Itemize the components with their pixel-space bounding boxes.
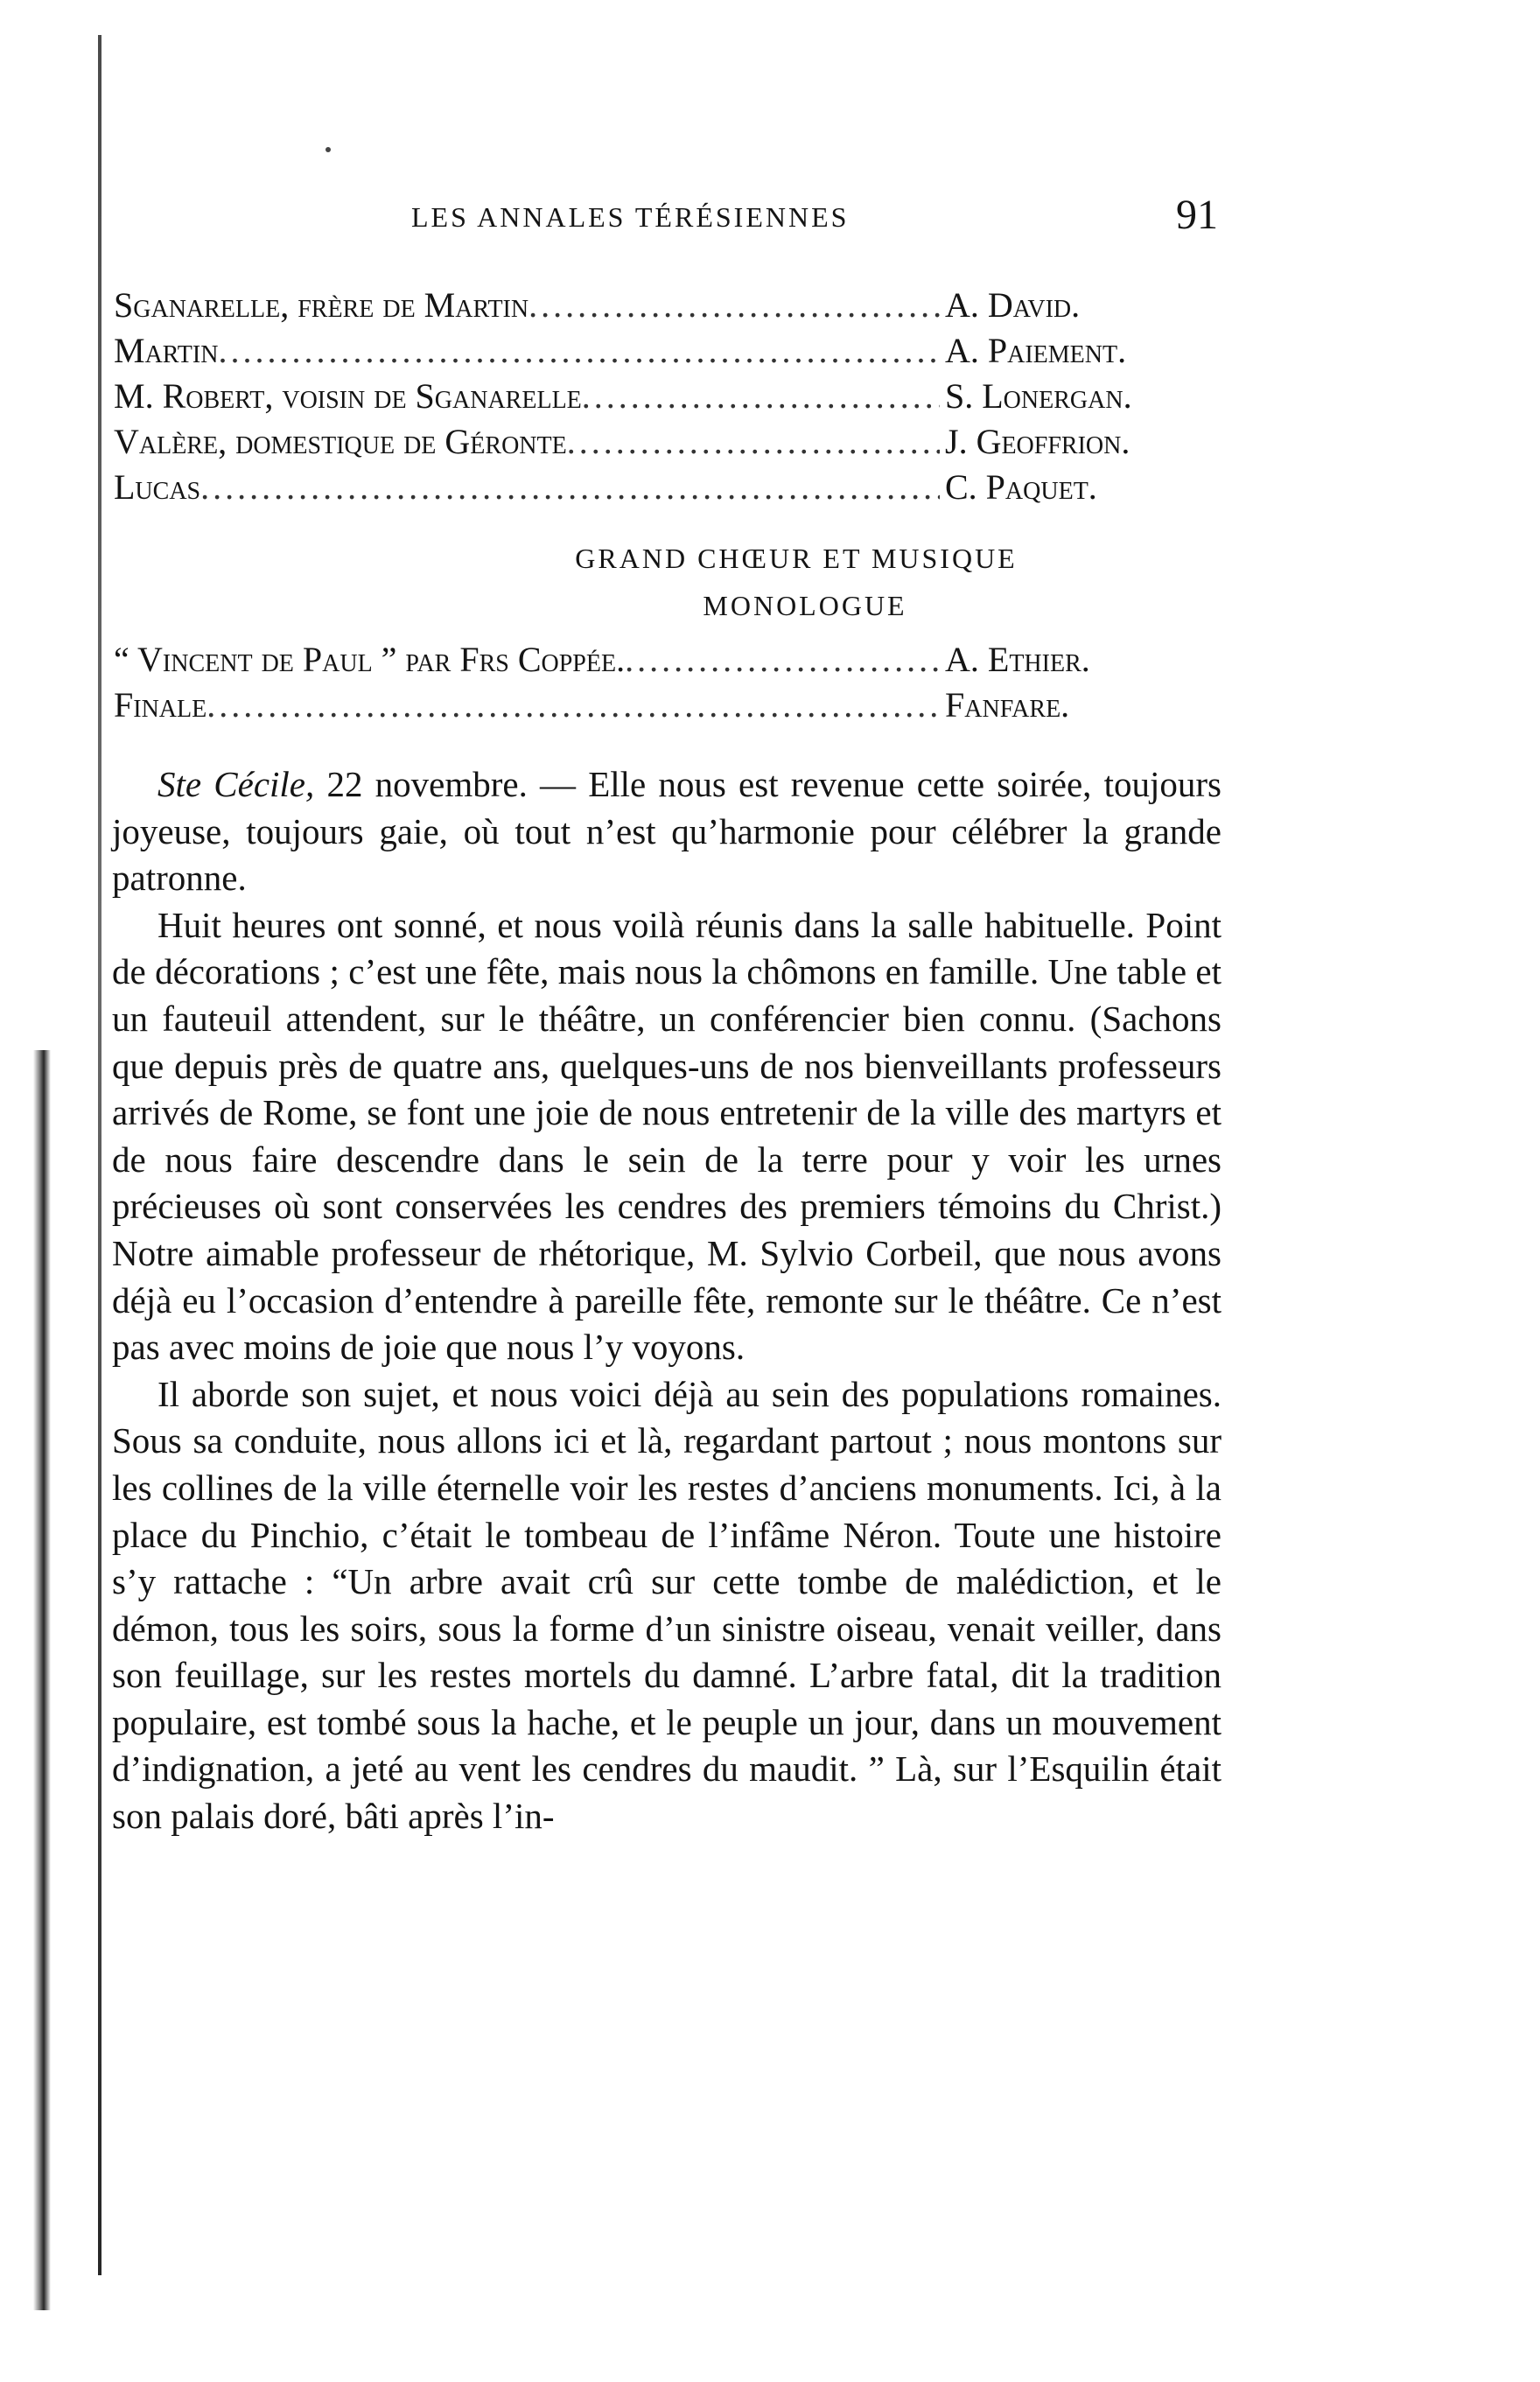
cast-row xyxy=(114,684,1216,730)
paper-speck xyxy=(326,147,331,152)
paragraph: Huit heures ont sonné, et nous voilà réunis dans la salle habituelle. Point de décorations ; c’est une fête, mais nous la chômons en famille. Une table et un fauteuil attendent, sur le théâtre, un conférencier bien connu. (Sachons que depuis près de quatre ans, quelques-uns de nos bienveillants professeurs arrivés de Rome, se font une joie de nous entretenir de la ville des martyrs et de nous faire descendre dans le sein de la terre pour y voir les urnes précieuses où sont conservées les cendres des premiers témoins du Christ.) Notre aimable professeur de rhétorique, M. Sylvio Corbeil, que nous avons déjà eu l’occasion d’entendre à pareille fête, remonte sur le théâtre. Ce n’est pas avec moins de joie que nous l’y voyons. xyxy=(112,904,1222,1368)
cast-role: Lucas xyxy=(114,467,201,507)
cast-row xyxy=(114,330,1216,375)
running-title: LES ANNALES TÉRÉSIENNES xyxy=(411,201,850,233)
body-text xyxy=(112,761,1222,1840)
cast-row xyxy=(114,421,1216,466)
paragraph-text: 22 novembre. — Elle nous est revenue cette soirée, toujours joyeuse, toujours gaie, où tout n’est qu’harmonie pour célébrer la grande patronne. xyxy=(112,764,1222,899)
leader-dots xyxy=(582,375,940,417)
program-list xyxy=(114,639,1216,730)
leader-dots xyxy=(528,284,940,326)
cast-row xyxy=(114,639,1216,684)
cast-actor: S. Lonergan. xyxy=(945,376,1132,416)
cast-actor: A. Paiement. xyxy=(945,331,1127,370)
paragraph: Il aborde son sujet, et nous voici déjà au sein des populations romaines. Sous sa conduite, nous allons ici et là, regardant partout ; nous montons sur les collines de la ville éternelle voir les restes d’anciens monuments. Ici, à la place du Pinchio, c’était le tombeau de l’infâme Néron. Toute une histoire s’y rattache : “Un arbre avait crû sur cette tombe de malédiction, et le démon, tous les soirs, sous la forme d’un sinistre oiseau, venait veiller, dans son feuillage, sur les restes mortels du damné. L’arbre fatal, dit la tradition populaire, est tombé sous la hache, et le peuple un jour, dans un mouvement d’indignation, a jeté au vent les cendres du maudit. ” Là, sur l’Esquilin était son palais doré, bâti après l’in- xyxy=(112,1373,1222,1837)
leader-dots xyxy=(206,684,940,725)
leader-dots xyxy=(200,466,940,508)
cast-actor: A. David. xyxy=(945,285,1081,325)
cast-row xyxy=(114,466,1216,512)
cast-list xyxy=(114,284,1216,512)
section-heading-monologue: MONOLOGUE xyxy=(703,590,907,621)
binding-edge-shadow xyxy=(33,1050,51,2310)
cast-actor: C. Paquet. xyxy=(945,467,1097,507)
paragraph-dateline xyxy=(112,761,1222,902)
cast-role: Valère, domestique de Géronte xyxy=(114,422,567,461)
cast-actor: J. Geoffrion. xyxy=(945,422,1130,461)
page-number: 91 xyxy=(1176,192,1218,238)
cast-role: Finale xyxy=(114,685,207,725)
cast-role: Martin xyxy=(114,331,219,370)
cast-row xyxy=(114,284,1216,330)
cast-role: “ Vincent de Paul ” par Frs Coppée. xyxy=(114,640,626,679)
section-heading-chorus: GRAND CHŒUR ET MUSIQUE xyxy=(575,543,1018,574)
leader-dots xyxy=(567,421,940,462)
cast-role: Sganarelle, frère de Martin xyxy=(114,285,529,325)
dateline-italic: Ste Cécile, xyxy=(158,764,315,804)
cast-actor: Fanfare. xyxy=(945,685,1070,725)
cast-row xyxy=(114,375,1216,421)
leader-dots xyxy=(218,330,940,371)
cast-actor: A. Ethier. xyxy=(945,640,1090,679)
binding-shadow-line xyxy=(98,35,102,2275)
leader-dots xyxy=(625,639,940,680)
cast-role: M. Robert, voisin de Sganarelle xyxy=(114,376,582,416)
